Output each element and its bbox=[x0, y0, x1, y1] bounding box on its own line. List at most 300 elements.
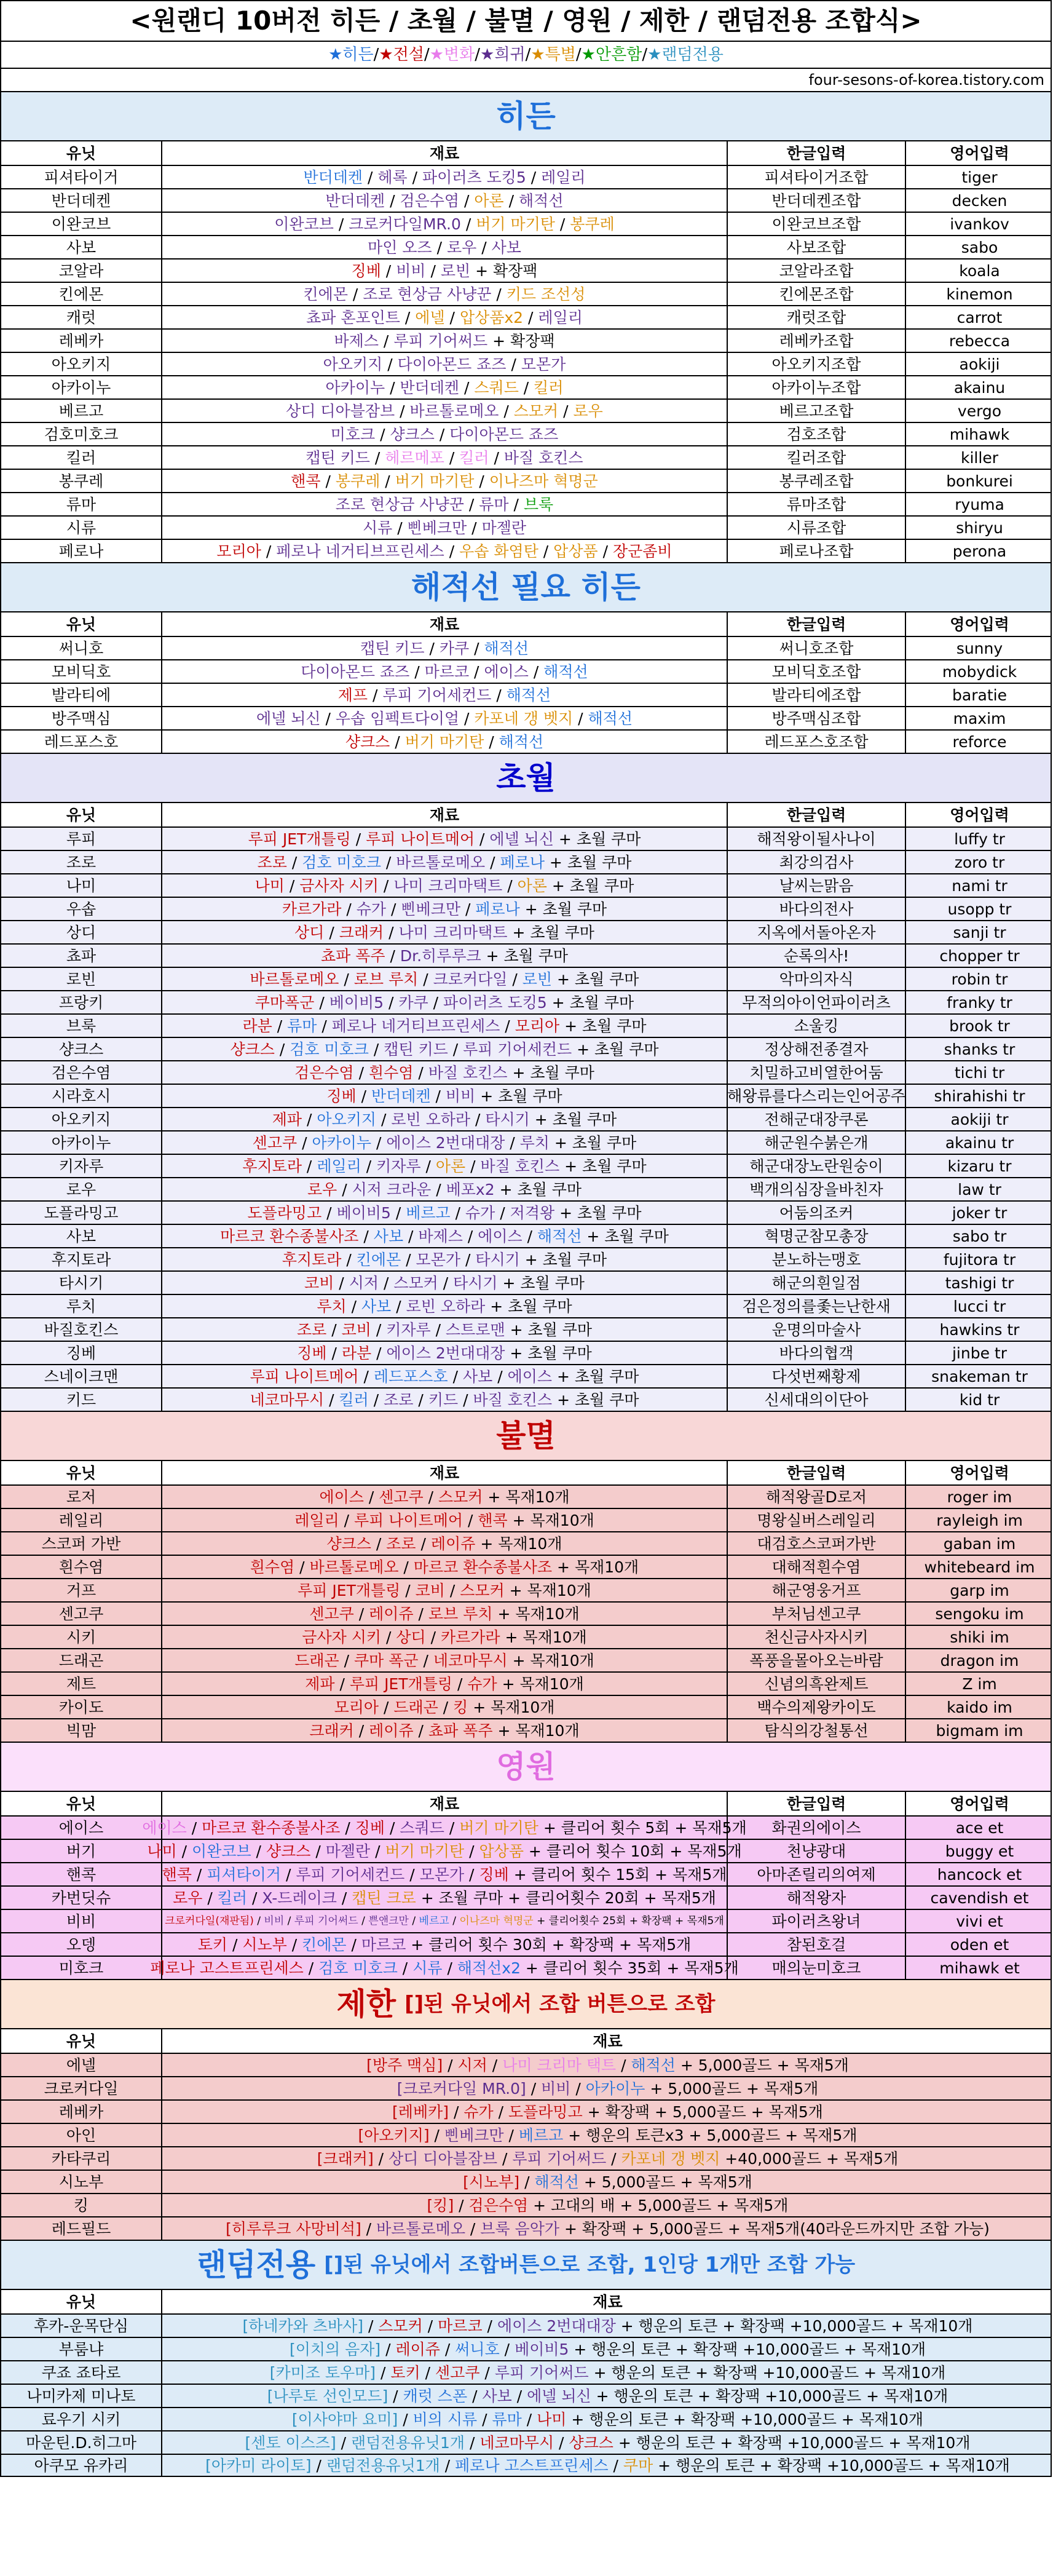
material-list bbox=[161, 1131, 727, 1154]
material-item: + 초월 쿠마 bbox=[552, 1367, 639, 1385]
english-input: roger im bbox=[905, 1486, 1053, 1508]
unit-name: 빅맘 bbox=[66, 1721, 97, 1740]
material-item: 조로 bbox=[384, 1390, 414, 1409]
korean-input: 신세대의이단아 bbox=[727, 1389, 905, 1411]
material-list bbox=[161, 731, 727, 753]
table-row bbox=[0, 706, 1052, 729]
material-list bbox=[161, 2124, 1053, 2146]
material-item: + 행운의 토큰 + 확장팩 +10,000골드 + 목재10개 bbox=[613, 2433, 971, 2452]
material-item: + 목재10개 bbox=[497, 1674, 584, 1693]
material-item: / bbox=[321, 1203, 337, 1222]
section-title-random bbox=[1, 2241, 1051, 2289]
section-title-text: 제한 bbox=[336, 1986, 396, 2022]
material-item: / bbox=[284, 1914, 294, 1927]
material-item: 센고쿠 bbox=[252, 1133, 298, 1152]
material-item: 레일리 bbox=[538, 308, 583, 327]
material-list bbox=[161, 1719, 727, 1742]
table-row bbox=[0, 873, 1052, 897]
material-item: [센토 이스즈] bbox=[245, 2433, 336, 2452]
material-item: 압상품x2 bbox=[459, 308, 524, 327]
material-item: / bbox=[324, 923, 339, 941]
material-item: 징베 bbox=[351, 261, 381, 280]
table-row bbox=[0, 1578, 1052, 1601]
header-unit: 유닛 bbox=[66, 2293, 97, 2311]
material-item: / bbox=[381, 2340, 396, 2358]
unit-name: 후카-운목단심 bbox=[34, 2316, 128, 2335]
material-item: / bbox=[616, 2056, 631, 2074]
korean-input: 아오키지조합 bbox=[727, 353, 905, 375]
material-item: +40,000골드 + 목재5개 bbox=[720, 2149, 899, 2168]
unit-name: 오뎅 bbox=[66, 1935, 97, 1954]
material-item: / bbox=[430, 1320, 446, 1339]
material-item: 샹크스 bbox=[230, 1040, 275, 1058]
unit-name: 도플라밍고 bbox=[44, 1203, 119, 1222]
material-item: / bbox=[413, 1721, 428, 1740]
material-item: / bbox=[444, 1581, 460, 1599]
material-item: / bbox=[528, 662, 544, 681]
material-item: / bbox=[462, 1227, 478, 1245]
material-item: 랜덤전용유닛1개 bbox=[351, 2433, 465, 2452]
material-item: 네코마무시 bbox=[433, 1651, 508, 1670]
material-list bbox=[161, 968, 727, 990]
material-list bbox=[161, 2315, 1053, 2337]
material-item: / bbox=[284, 876, 300, 895]
unit-name: 루치 bbox=[66, 1297, 97, 1315]
korean-input: 부처님센고쿠 bbox=[727, 1603, 905, 1625]
material-item: 코비 bbox=[415, 1581, 445, 1599]
material-item: / bbox=[422, 2316, 438, 2335]
material-item: 카포네 갱 벳지 bbox=[621, 2149, 720, 2168]
korean-input: 전해군대장쿠론 bbox=[727, 1108, 905, 1130]
korean-input: 발라티에조합 bbox=[727, 684, 905, 706]
unit-name: 비비 bbox=[66, 1912, 97, 1930]
material-item: / bbox=[499, 2340, 515, 2358]
material-item: 징베 bbox=[355, 1818, 385, 1837]
korean-input: 최강의검사 bbox=[727, 851, 905, 873]
section-title-text: 해적선 필요 히든 bbox=[411, 569, 641, 605]
material-item: 킹 bbox=[453, 1698, 468, 1716]
english-input: fujitora tr bbox=[905, 1248, 1053, 1270]
material-item: 사보 bbox=[373, 1227, 404, 1245]
table-row bbox=[0, 897, 1052, 920]
header-unit: 유닛 bbox=[66, 615, 97, 633]
material-item: 코비 bbox=[341, 1320, 371, 1339]
unit-name: 스네이크맨 bbox=[44, 1367, 119, 1385]
material-item: 아카이누 bbox=[312, 1133, 372, 1152]
material-item: / bbox=[554, 2433, 569, 2452]
material-item: 징베 bbox=[326, 1087, 357, 1105]
english-input: usopp tr bbox=[905, 898, 1053, 920]
material-item: / bbox=[385, 191, 400, 210]
material-item: + 초월 쿠마 bbox=[519, 900, 607, 918]
material-item: 검은수염 bbox=[400, 191, 460, 210]
table-row bbox=[0, 2407, 1052, 2430]
material-item: / bbox=[425, 1628, 441, 1646]
material-item: / bbox=[385, 946, 400, 965]
material-item: / bbox=[381, 853, 396, 871]
material-list bbox=[161, 2455, 1053, 2476]
unit-name: 반더데켄 bbox=[51, 191, 111, 210]
english-input: brook tr bbox=[905, 1015, 1053, 1037]
material-item: 모리아 bbox=[334, 1698, 379, 1716]
table-row bbox=[0, 1531, 1052, 1555]
material-item: 마르코 bbox=[438, 2316, 483, 2335]
material-item: / bbox=[408, 1914, 419, 1927]
header-material: 재료 bbox=[161, 1792, 727, 1815]
table-row bbox=[0, 943, 1052, 967]
material-item: / bbox=[369, 448, 385, 467]
material-item: / bbox=[428, 993, 444, 1012]
material-item: 사보 bbox=[462, 1367, 493, 1385]
table-row bbox=[0, 1932, 1052, 1956]
material-item: 크래커 bbox=[309, 1721, 354, 1740]
material-item: 검호 미호크 bbox=[318, 1959, 398, 1977]
material-item: 버기 마기탄 bbox=[395, 472, 475, 490]
unit-name: 시키 bbox=[66, 1628, 97, 1646]
material-item: 베포x2 bbox=[446, 1180, 495, 1199]
material-item: / bbox=[353, 1721, 369, 1740]
header-english_input: 영어입력 bbox=[905, 1792, 1053, 1815]
legend-item: / bbox=[525, 46, 531, 64]
table-row bbox=[0, 1084, 1052, 1107]
material-list bbox=[161, 1863, 727, 1885]
material-item: 쿠마 bbox=[623, 2456, 653, 2475]
material-item: / bbox=[476, 238, 492, 256]
material-item: / bbox=[489, 448, 504, 467]
english-input: tiger bbox=[905, 166, 1053, 188]
material-list bbox=[161, 945, 727, 967]
english-input: rayleigh im bbox=[905, 1509, 1053, 1531]
english-input: joker tr bbox=[905, 1202, 1053, 1224]
material-list bbox=[161, 400, 727, 422]
material-item: + 목재10개 bbox=[507, 1651, 594, 1670]
column-header-immortal bbox=[0, 1460, 1052, 1484]
material-item: / bbox=[464, 1865, 479, 1884]
table-row bbox=[0, 683, 1052, 706]
material-item: 에넬 bbox=[415, 308, 445, 327]
english-input: aokiji bbox=[905, 353, 1053, 375]
table-row bbox=[0, 1107, 1052, 1130]
material-item: 해적선 bbox=[534, 2173, 579, 2191]
english-input: kinemon bbox=[905, 283, 1053, 305]
unit-name: 시류 bbox=[66, 518, 97, 537]
material-item: / bbox=[460, 1250, 476, 1269]
material-item: / bbox=[384, 923, 399, 941]
material-item: / bbox=[475, 830, 490, 848]
material-item: 버기 마기탄 bbox=[476, 215, 555, 233]
material-item: / bbox=[425, 261, 441, 280]
table-row bbox=[0, 1013, 1052, 1037]
unit-name: 레드포스호 bbox=[44, 732, 119, 751]
unit-name: 사보 bbox=[66, 1227, 97, 1245]
material-item: + 조월 쿠마 + 클리어횟수 20회 + 목재5개 bbox=[416, 1888, 716, 1907]
material-item: 루피 기어써드 bbox=[294, 1914, 358, 1927]
material-item: 헤르메포 bbox=[385, 448, 444, 467]
header-material: 재료 bbox=[161, 612, 727, 636]
material-item: 키드 bbox=[428, 1390, 459, 1409]
material-item: / bbox=[314, 993, 329, 1012]
material-item: + 행운의 토큰 + 확장팩 +10,000골드 + 목재10개 bbox=[653, 2456, 1010, 2475]
table-row bbox=[0, 1037, 1052, 1060]
material-item: 바질 호킨스 bbox=[503, 448, 583, 467]
material-item: 크로커다일 bbox=[433, 970, 508, 988]
section-title-text: 불멸 bbox=[496, 1418, 556, 1454]
material-item: / bbox=[449, 1914, 460, 1927]
material-item: + 5,000골드 + 목재5개 bbox=[578, 2173, 752, 2191]
korean-input: 소울킹 bbox=[727, 1015, 905, 1037]
korean-input: 페로나조합 bbox=[727, 540, 905, 562]
material-item: + 초월 쿠마 bbox=[546, 993, 634, 1012]
table-row bbox=[0, 235, 1052, 258]
korean-input: 순록의사! bbox=[727, 945, 905, 967]
material-item: / bbox=[363, 168, 378, 186]
material-list bbox=[161, 2171, 1053, 2193]
material-item: / bbox=[379, 1274, 394, 1292]
english-input: kid tr bbox=[905, 1389, 1053, 1411]
header-english_input: 영어입력 bbox=[905, 1461, 1053, 1484]
material-item: 바질 호킨스 bbox=[428, 1063, 508, 1082]
unit-name: 로우 bbox=[66, 1180, 97, 1199]
material-item: 베르고 bbox=[406, 1203, 451, 1222]
table-row bbox=[0, 1909, 1052, 1932]
material-list bbox=[161, 1649, 727, 1671]
material-list bbox=[161, 470, 727, 492]
korean-input: 반더데켄조합 bbox=[727, 189, 905, 212]
material-item: 슈가 bbox=[463, 2102, 494, 2121]
material-item: [아카미 라이토] bbox=[205, 2456, 312, 2475]
material-item: 바질 호킨스 bbox=[473, 1390, 553, 1409]
section-ship bbox=[0, 562, 1052, 611]
material-item: 류마 bbox=[287, 1017, 317, 1035]
english-input: akainu bbox=[905, 376, 1053, 398]
material-item: + 초월 쿠마 bbox=[552, 970, 639, 988]
material-item: 쵸파 혼포인트 bbox=[306, 308, 400, 327]
material-item: / bbox=[413, 1063, 428, 1082]
material-item: 마르코 환수종불사조 bbox=[220, 1227, 359, 1245]
material-item: / bbox=[368, 1040, 384, 1058]
table-row bbox=[0, 2216, 1052, 2240]
material-item: + 행운의 토큰x3 + 5,000골드 + 목재5개 bbox=[563, 2126, 858, 2144]
english-input: dragon im bbox=[905, 1649, 1053, 1671]
table-row bbox=[0, 258, 1052, 282]
table-row bbox=[0, 1839, 1052, 1862]
material-item: 압상품 bbox=[553, 542, 598, 560]
material-item: / bbox=[361, 1157, 377, 1175]
material-item: 핸콕 bbox=[291, 472, 321, 490]
material-list bbox=[161, 1389, 727, 1411]
section-eternal bbox=[0, 1742, 1052, 1791]
material-item: / bbox=[373, 2149, 389, 2168]
table-row bbox=[0, 1200, 1052, 1224]
material-item: + 목재10개 bbox=[475, 1534, 562, 1553]
material-item: 레이쥬 bbox=[395, 2340, 440, 2358]
table-row bbox=[0, 659, 1052, 683]
material-item: / bbox=[376, 1110, 392, 1128]
table-row bbox=[0, 2430, 1052, 2454]
english-input: shirahishi tr bbox=[905, 1085, 1053, 1107]
unit-name: 시라호시 bbox=[51, 1087, 111, 1105]
material-list bbox=[161, 637, 727, 659]
table-row bbox=[0, 1862, 1052, 1885]
material-item: / bbox=[398, 2410, 413, 2428]
table-row bbox=[0, 422, 1052, 445]
material-list bbox=[161, 707, 727, 729]
material-item: + 행운의 토큰 + 확장팩 +10,000골드 + 목재10개 bbox=[566, 2410, 924, 2428]
table-row bbox=[0, 2099, 1052, 2123]
material-item: 바르톨로메오 bbox=[250, 970, 339, 988]
material-item: 비비 bbox=[264, 1914, 285, 1927]
material-item: + 클리어 횟수 30회 + 확장팩 + 목재5개 bbox=[406, 1935, 692, 1954]
unit-name: 에넬 bbox=[66, 2056, 97, 2074]
color-legend bbox=[1, 42, 1051, 68]
section-immortal bbox=[0, 1411, 1052, 1460]
section-title-text: 영원 bbox=[496, 1749, 556, 1785]
material-item: 나미 bbox=[147, 1842, 177, 1860]
material-item: / bbox=[324, 1390, 339, 1409]
unit-name: 검은수염 bbox=[51, 1063, 111, 1082]
material-item: 시저 bbox=[457, 2056, 487, 2074]
material-item: 루피 기어써드 bbox=[512, 2149, 607, 2168]
material-item: / bbox=[448, 1367, 463, 1385]
english-input: zoro tr bbox=[905, 851, 1053, 873]
material-item: / bbox=[247, 1888, 262, 1907]
material-item: 마르코 bbox=[361, 1935, 406, 1954]
material-item: 시저 크라운 bbox=[352, 1180, 432, 1199]
material-item: + 5,000골드 + 목재5개 bbox=[645, 2079, 819, 2098]
material-item: + 행운의 토큰 + 확장팩 +10,000골드 + 목재10개 bbox=[591, 2387, 948, 2405]
material-list bbox=[161, 2101, 1053, 2123]
material-item: / bbox=[423, 1488, 438, 1506]
material-item: + 초월 쿠마 bbox=[554, 1203, 642, 1222]
material-item: / bbox=[418, 970, 433, 988]
table-row bbox=[0, 539, 1052, 562]
material-item: 류마 bbox=[479, 495, 509, 513]
unit-name: 아카이누 bbox=[51, 378, 111, 397]
material-item: / bbox=[467, 2387, 483, 2405]
english-input: perona bbox=[905, 540, 1053, 562]
material-item: / bbox=[337, 1180, 352, 1199]
material-item: 반더데켄 bbox=[371, 1087, 431, 1105]
material-item: 미호크 bbox=[330, 425, 376, 443]
material-item: / bbox=[403, 1227, 419, 1245]
material-item: / bbox=[388, 2387, 403, 2405]
unit-name: 아오키지 bbox=[51, 1110, 111, 1128]
english-input: sengoku im bbox=[905, 1603, 1053, 1625]
unit-name: 레일리 bbox=[58, 1511, 104, 1529]
material-item: 루피 기어써드 bbox=[494, 2363, 589, 2382]
table-row bbox=[0, 305, 1052, 328]
material-item: / bbox=[492, 1367, 508, 1385]
material-item: 에이스 bbox=[484, 662, 529, 681]
material-item: / bbox=[404, 1865, 420, 1884]
english-input: hancock et bbox=[905, 1863, 1053, 1885]
material-item: / bbox=[430, 1087, 446, 1105]
korean-input: 써니호조합 bbox=[727, 637, 905, 659]
material-item: / bbox=[499, 402, 514, 420]
material-item: 모리아 bbox=[515, 1017, 560, 1035]
material-item: 후지토라 bbox=[242, 1157, 302, 1175]
material-item: 바르톨로메오 bbox=[376, 2219, 465, 2238]
material-item: 페로나 bbox=[500, 853, 545, 871]
material-item: 다이아몬드 죠즈 bbox=[301, 662, 410, 681]
material-item: 류마 bbox=[492, 2410, 522, 2428]
material-item: / bbox=[444, 308, 460, 327]
english-input: nami tr bbox=[905, 874, 1053, 897]
material-list bbox=[161, 1155, 727, 1177]
material-item: + 초월 쿠마 bbox=[481, 946, 569, 965]
unit-name: 키자루 bbox=[58, 1157, 104, 1175]
table-row bbox=[0, 1341, 1052, 1364]
unit-name: 부룸냐 bbox=[58, 2340, 104, 2358]
material-item: / bbox=[438, 1274, 454, 1292]
material-item: 로빈 bbox=[440, 261, 471, 280]
unit-name: 거프 bbox=[66, 1581, 97, 1599]
material-item: 드래곤 bbox=[393, 1698, 438, 1716]
english-input: chopper tr bbox=[905, 945, 1053, 967]
material-item: 샹크스 bbox=[326, 1534, 371, 1553]
material-list bbox=[161, 283, 727, 305]
material-item: 레일리 bbox=[317, 1157, 361, 1175]
english-input: decken bbox=[905, 189, 1053, 212]
material-item: + 목재10개 bbox=[492, 1604, 580, 1623]
unit-name: 캐럿 bbox=[66, 308, 97, 327]
material-list bbox=[147, 1840, 742, 1862]
section-note: []된 유닛에서 조합버튼으로 조합, 1인당 1개만 조합 가능 bbox=[324, 2253, 856, 2277]
material-item: 카포네 갱 벳지 bbox=[474, 709, 574, 727]
material-item: + 초월 쿠마 bbox=[559, 1017, 647, 1035]
material-item: / bbox=[518, 378, 534, 397]
material-item: Dr.히루루크 bbox=[400, 946, 481, 965]
material-list bbox=[161, 213, 727, 235]
material-item: / bbox=[286, 853, 302, 871]
material-item: 마젤란 bbox=[325, 1842, 371, 1860]
material-item: / bbox=[459, 709, 475, 727]
material-item: 해적선 bbox=[506, 686, 551, 704]
material-item: 샹크스 bbox=[390, 425, 435, 443]
unit-name: 조로 bbox=[66, 853, 97, 871]
table-row bbox=[0, 165, 1052, 188]
material-item: / bbox=[358, 1367, 374, 1385]
material-list bbox=[161, 1910, 727, 1932]
material-item: 베이비5 bbox=[336, 1203, 391, 1222]
korean-input: 해군영웅거프 bbox=[727, 1579, 905, 1601]
korean-input: 매의눈미호크 bbox=[727, 1957, 905, 1979]
material-item: [나루토 선인모드] bbox=[267, 2387, 388, 2405]
english-input: lucci tr bbox=[905, 1295, 1053, 1317]
unit-name: 바질호킨스 bbox=[44, 1320, 119, 1339]
material-item: / bbox=[444, 448, 460, 467]
material-item: 해적선 bbox=[499, 732, 544, 751]
material-list bbox=[161, 1038, 727, 1060]
material-item: 로브 루치 bbox=[428, 1604, 493, 1623]
material-list bbox=[161, 851, 727, 873]
material-item: 슈가 bbox=[467, 1674, 497, 1693]
english-input: snakeman tr bbox=[905, 1365, 1053, 1387]
material-item: + 확장팩 bbox=[487, 331, 555, 350]
material-list bbox=[161, 306, 727, 328]
material-item: 삔베크만 bbox=[401, 900, 460, 918]
material-item: / bbox=[503, 191, 519, 210]
header-korean_input: 한글입력 bbox=[727, 1792, 905, 1815]
korean-input: 검은정의를좇는난한새 bbox=[727, 1295, 905, 1317]
unit-name: 드래곤 bbox=[58, 1651, 104, 1670]
table-row bbox=[0, 729, 1052, 753]
header-unit: 유닛 bbox=[66, 144, 97, 162]
material-item: + 확장팩 bbox=[470, 261, 538, 280]
material-item: 로빈 오하라 bbox=[391, 1110, 471, 1128]
english-input: sabo bbox=[905, 236, 1053, 258]
material-item: 비의 시류 bbox=[412, 2410, 478, 2428]
